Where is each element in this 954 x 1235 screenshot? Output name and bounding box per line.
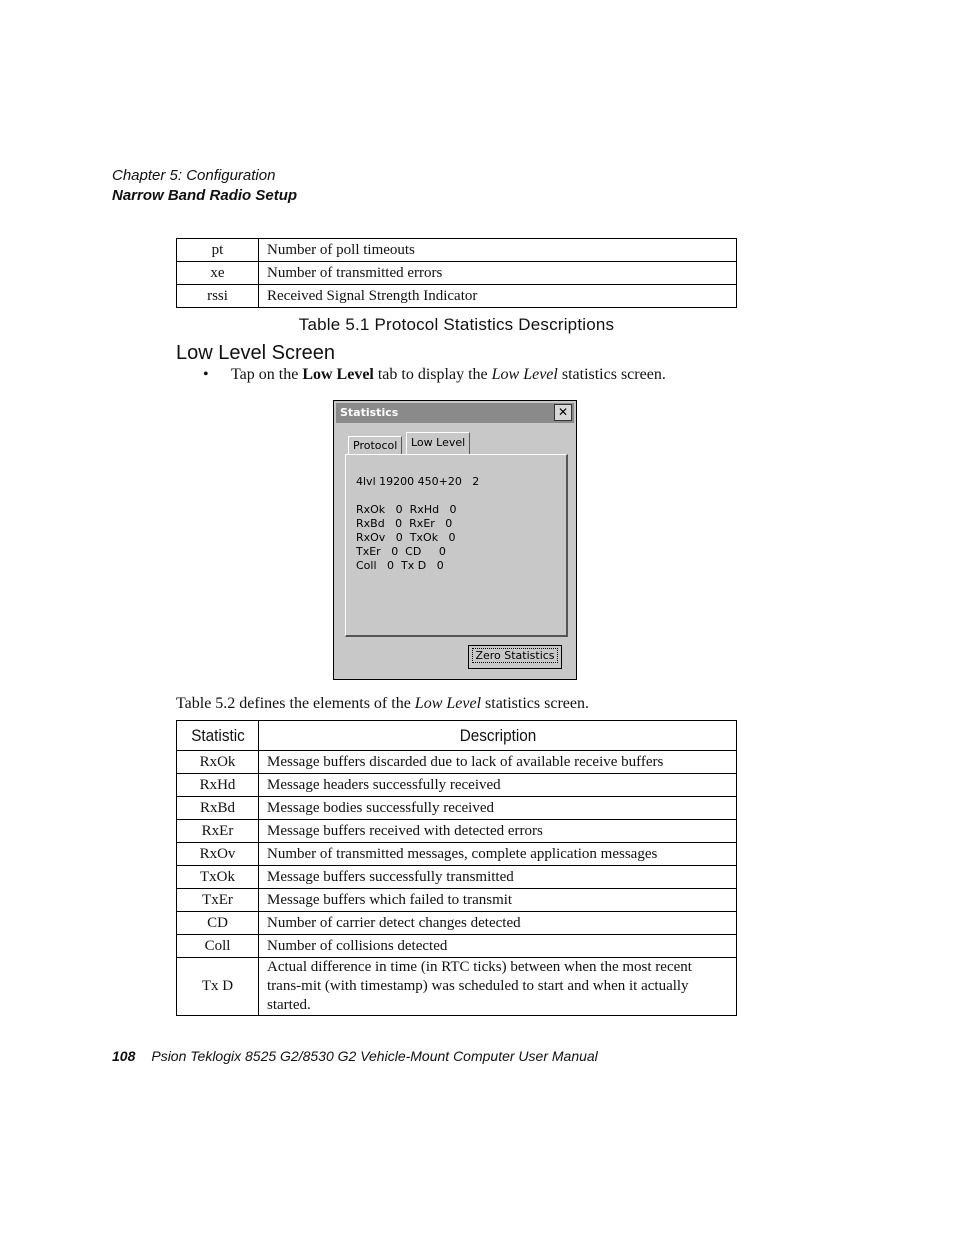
table-cell: xe [177, 262, 259, 285]
table-cell: RxOk [177, 751, 259, 774]
table-cell: pt [177, 239, 259, 262]
table-cell: Message buffers which failed to transmit [259, 889, 737, 912]
table-cell: Actual difference in time (in RTC ticks) between when the most recent trans-mit (with timestamp) was scheduled to start and when it actually started. [259, 958, 737, 1016]
section-title: Low Level Screen [176, 342, 335, 364]
page-number: 108 [112, 1048, 136, 1064]
zero-statistics-button[interactable] [468, 645, 562, 669]
table-cell: TxEr [177, 889, 259, 912]
section-header: Narrow Band Radio Setup [112, 187, 298, 204]
page-footer [112, 1048, 598, 1064]
column-header: Description [282, 721, 712, 751]
stats-line: RxOk 0 RxHd 0 [356, 503, 457, 516]
table-cell: rssi [177, 285, 259, 308]
chapter-header: Chapter 5: Configuration [112, 167, 276, 184]
stats-line: TxEr 0 CD 0 [356, 545, 446, 558]
table-row [177, 935, 737, 958]
table-row [177, 751, 737, 774]
table-cell: Received Signal Strength Indicator [259, 285, 737, 308]
table-cell: Coll [177, 935, 259, 958]
column-header: Statistic [181, 721, 255, 751]
table-cell: RxBd [177, 797, 259, 820]
bullet-text-post: statistics screen. [557, 366, 666, 383]
table-cell: Message bodies successfully received [259, 797, 737, 820]
tab-protocol[interactable]: Protocol [348, 436, 402, 455]
intro-italic: Low Level [414, 695, 482, 712]
table-row [177, 774, 737, 797]
table-row [177, 239, 737, 262]
table-cell: TxOk [177, 866, 259, 889]
table-cell: Number of transmitted messages, complete application messages [259, 843, 737, 866]
statistics-dialog [333, 400, 577, 680]
close-icon[interactable]: ✕ [554, 404, 572, 421]
table-row [177, 262, 737, 285]
table-cell: Number of poll timeouts [259, 239, 737, 262]
table-row [177, 889, 737, 912]
tab-low-level[interactable]: Low Level [406, 432, 470, 455]
table-header-row [177, 721, 737, 751]
intro-post: statistics screen. [481, 695, 589, 712]
manual-title: Psion Teklogix 8525 G2/8530 G2 Vehicle-Mount Computer User Manual [151, 1048, 598, 1064]
stats-line: Coll 0 Tx D 0 [356, 559, 444, 572]
bullet-text-mid: tab to display the [373, 366, 492, 383]
table-row [177, 843, 737, 866]
intro-pre: Table 5.2 defines the elements of the [176, 695, 415, 712]
table-cell: Tx D [177, 958, 259, 1016]
table-row [177, 820, 737, 843]
table-row [177, 866, 737, 889]
table-cell: Number of transmitted errors [259, 262, 737, 285]
stats-line: 4lvl 19200 450+20 2 [356, 475, 480, 488]
table-row [177, 912, 737, 935]
table-cell: RxHd [177, 774, 259, 797]
table-cell: Number of collisions detected [259, 935, 737, 958]
zero-statistics-label: Zero Statistics [472, 648, 557, 663]
low-level-stats-table [176, 720, 737, 1016]
table-cell: Message headers successfully received [259, 774, 737, 797]
table-cell: Message buffers received with detected errors [259, 820, 737, 843]
table-cell: RxEr [177, 820, 259, 843]
stats-panel [345, 454, 568, 637]
bullet-text-bold: Low Level [302, 366, 374, 383]
table-cell: CD [177, 912, 259, 935]
table-row [177, 958, 737, 1016]
table-cell: Number of carrier detect changes detected [259, 912, 737, 935]
stats-line: RxOv 0 TxOk 0 [356, 531, 456, 544]
table-cell: Message buffers successfully transmitted [259, 866, 737, 889]
bullet-text-pre: Tap on the [231, 366, 303, 383]
dialog-title: Statistics [336, 403, 574, 423]
stats-line: RxBd 0 RxEr 0 [356, 517, 453, 530]
bullet-dot: • [203, 366, 209, 383]
bullet-text-italic: Low Level [491, 366, 558, 383]
table-caption: Table 5.1 Protocol Statistics Descriptions [298, 315, 615, 334]
table-cell: RxOv [177, 843, 259, 866]
table-row [177, 797, 737, 820]
protocol-stats-table [176, 238, 737, 308]
intro-text [176, 695, 589, 713]
bullet-instruction [203, 366, 666, 384]
table-row [177, 285, 737, 308]
table-cell: Message buffers discarded due to lack of available receive buffers [259, 751, 737, 774]
